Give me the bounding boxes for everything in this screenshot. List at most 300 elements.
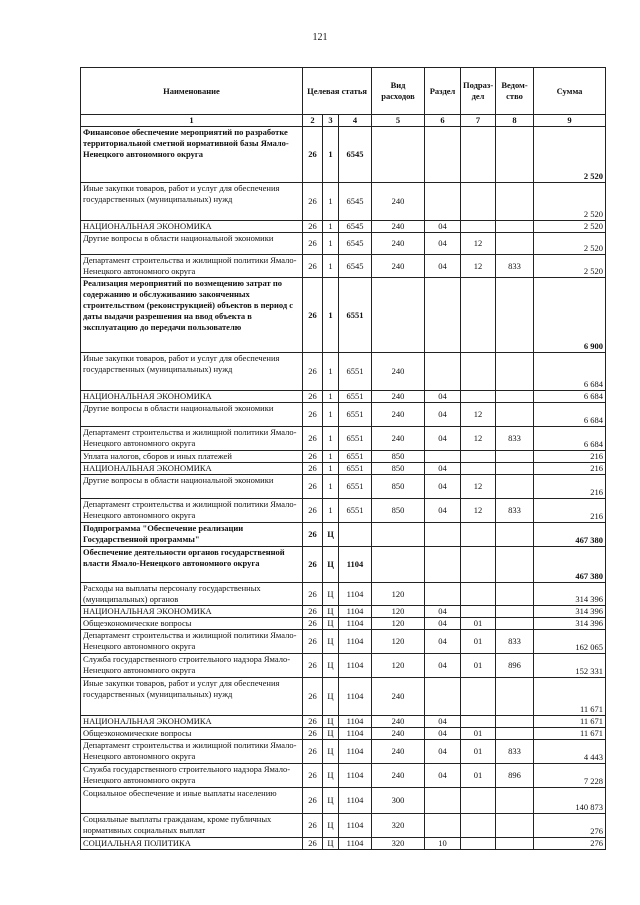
section: 04: [425, 740, 461, 764]
target-part-b: Ц: [323, 547, 339, 583]
subsection: 01: [461, 618, 496, 630]
subsection: [461, 788, 496, 814]
section: [425, 183, 461, 221]
section: 04: [425, 764, 461, 788]
section: [425, 814, 461, 838]
amount: 2 520: [534, 233, 606, 255]
amount: 467 380: [534, 547, 606, 583]
target-part-b: Ц: [323, 583, 339, 606]
expense-type: 850: [372, 499, 425, 523]
section: 04: [425, 391, 461, 403]
header-podrazdel: Подраз-дел: [461, 68, 496, 115]
table-row: [81, 403, 606, 427]
amount: 6 900: [534, 278, 606, 353]
expense-type: 850: [372, 463, 425, 475]
column-number: 6: [425, 115, 461, 127]
row-name: Другие вопросы в области национальной экономики: [81, 475, 303, 499]
department-code: [496, 221, 534, 233]
target-part-b: Ц: [323, 618, 339, 630]
row-name: НАЦИОНАЛЬНАЯ ЭКОНОМИКА: [81, 221, 303, 233]
table-row: [81, 654, 606, 678]
section: 04: [425, 606, 461, 618]
target-part-a: 26: [303, 788, 323, 814]
target-part-a: 26: [303, 728, 323, 740]
target-part-c: 6551: [339, 427, 372, 451]
row-name: Подпрограмма "Обеспечение реализации Государственной программы": [81, 523, 303, 547]
column-number: 7: [461, 115, 496, 127]
section: [425, 583, 461, 606]
expense-type: [372, 547, 425, 583]
department-code: [496, 475, 534, 499]
expense-type: 120: [372, 618, 425, 630]
subsection: [461, 716, 496, 728]
table-row: [81, 678, 606, 716]
section: 04: [425, 427, 461, 451]
subsection: [461, 278, 496, 353]
amount: 11 671: [534, 678, 606, 716]
amount: 6 684: [534, 353, 606, 391]
expense-type: 850: [372, 475, 425, 499]
section: 04: [425, 654, 461, 678]
target-part-c: 1104: [339, 618, 372, 630]
table-row: [81, 630, 606, 654]
row-name: Уплата налогов, сборов и иных платежей: [81, 451, 303, 463]
target-part-b: 1: [323, 183, 339, 221]
target-part-b: Ц: [323, 764, 339, 788]
target-part-b: Ц: [323, 838, 339, 850]
table-row: [81, 716, 606, 728]
department-code: [496, 728, 534, 740]
target-part-b: 1: [323, 403, 339, 427]
target-part-b: Ц: [323, 740, 339, 764]
section: [425, 523, 461, 547]
subsection: 01: [461, 630, 496, 654]
target-part-c: 6545: [339, 127, 372, 183]
subsection: 12: [461, 403, 496, 427]
subsection: 01: [461, 764, 496, 788]
subsection: [461, 838, 496, 850]
amount: 152 331: [534, 654, 606, 678]
table-row: [81, 583, 606, 606]
target-part-a: 26: [303, 618, 323, 630]
expense-type: 240: [372, 353, 425, 391]
expense-type: [372, 523, 425, 547]
department-code: [496, 403, 534, 427]
amount: 140 873: [534, 788, 606, 814]
department-code: [496, 233, 534, 255]
target-part-a: 26: [303, 499, 323, 523]
target-part-c: 1104: [339, 583, 372, 606]
target-part-c: 6551: [339, 353, 372, 391]
row-name: Финансовое обеспечение мероприятий по разработке территориальной сметной нормативной базы Ямало-Ненецкого автономного округа: [81, 127, 303, 183]
subsection: 12: [461, 255, 496, 278]
target-part-a: 26: [303, 678, 323, 716]
column-number-row: [81, 115, 606, 127]
table-row: [81, 499, 606, 523]
target-part-c: 6551: [339, 403, 372, 427]
expense-type: 300: [372, 788, 425, 814]
table-row: [81, 278, 606, 353]
amount: 216: [534, 475, 606, 499]
amount: 7 228: [534, 764, 606, 788]
row-name: Иные закупки товаров, работ и услуг для обеспечения государственных (муниципальных) нужд: [81, 353, 303, 391]
expense-type: 120: [372, 606, 425, 618]
table-row: [81, 353, 606, 391]
target-part-a: 26: [303, 463, 323, 475]
department-code: 896: [496, 764, 534, 788]
section: [425, 278, 461, 353]
row-name: Социальное обеспечение и иные выплаты населению: [81, 788, 303, 814]
subsection: [461, 814, 496, 838]
table-row: [81, 463, 606, 475]
department-code: [496, 127, 534, 183]
target-part-a: 26: [303, 606, 323, 618]
target-part-a: 26: [303, 838, 323, 850]
table-row: [81, 764, 606, 788]
target-part-a: 26: [303, 233, 323, 255]
target-part-c: 1104: [339, 728, 372, 740]
subsection: [461, 221, 496, 233]
target-part-a: 26: [303, 353, 323, 391]
expense-type: 120: [372, 630, 425, 654]
department-code: [496, 606, 534, 618]
section: [425, 788, 461, 814]
target-part-c: 1104: [339, 547, 372, 583]
table-row: [81, 740, 606, 764]
section: [425, 353, 461, 391]
section: 04: [425, 221, 461, 233]
department-code: [496, 183, 534, 221]
department-code: [496, 523, 534, 547]
target-part-a: 26: [303, 451, 323, 463]
target-part-b: 1: [323, 233, 339, 255]
subsection: [461, 463, 496, 475]
section: [425, 678, 461, 716]
amount: 162 065: [534, 630, 606, 654]
row-name: Департамент строительства и жилищной политики Ямало-Ненецкого автономного округа: [81, 427, 303, 451]
expense-type: 120: [372, 654, 425, 678]
row-name: Другие вопросы в области национальной экономики: [81, 403, 303, 427]
amount: 216: [534, 451, 606, 463]
column-number: 3: [323, 115, 339, 127]
amount: 6 684: [534, 391, 606, 403]
header-summa: Сумма: [534, 68, 606, 115]
subsection: 12: [461, 233, 496, 255]
target-part-a: 26: [303, 583, 323, 606]
target-part-a: 26: [303, 255, 323, 278]
section: 04: [425, 233, 461, 255]
header-vedomstvo: Ведом-ство: [496, 68, 534, 115]
expense-type: 240: [372, 740, 425, 764]
amount: 4 443: [534, 740, 606, 764]
target-part-a: 26: [303, 221, 323, 233]
expense-type: 240: [372, 728, 425, 740]
budget-table: [80, 67, 606, 850]
target-part-c: 6551: [339, 278, 372, 353]
department-code: 833: [496, 740, 534, 764]
section: 10: [425, 838, 461, 850]
target-part-a: 26: [303, 278, 323, 353]
column-number: 2: [303, 115, 323, 127]
target-part-b: 1: [323, 221, 339, 233]
target-part-c: 6551: [339, 391, 372, 403]
target-part-c: 1104: [339, 764, 372, 788]
row-name: Департамент строительства и жилищной политики Ямало-Ненецкого автономного округа: [81, 630, 303, 654]
row-name: НАЦИОНАЛЬНАЯ ЭКОНОМИКА: [81, 606, 303, 618]
target-part-c: 1104: [339, 654, 372, 678]
subsection: [461, 547, 496, 583]
section: 04: [425, 716, 461, 728]
target-part-b: 1: [323, 475, 339, 499]
department-code: [496, 278, 534, 353]
table-row: [81, 391, 606, 403]
amount: 11 671: [534, 716, 606, 728]
target-part-b: Ц: [323, 728, 339, 740]
subsection: [461, 523, 496, 547]
target-part-a: 26: [303, 523, 323, 547]
target-part-b: Ц: [323, 678, 339, 716]
section: 04: [425, 463, 461, 475]
target-part-b: Ц: [323, 606, 339, 618]
target-part-b: 1: [323, 255, 339, 278]
expense-type: 240: [372, 233, 425, 255]
row-name: Департамент строительства и жилищной политики Ямало-Ненецкого автономного округа: [81, 255, 303, 278]
table-row: [81, 523, 606, 547]
target-part-b: Ц: [323, 654, 339, 678]
subsection: [461, 583, 496, 606]
subsection: [461, 183, 496, 221]
section: 04: [425, 403, 461, 427]
expense-type: 850: [372, 451, 425, 463]
target-part-a: 26: [303, 127, 323, 183]
section: 04: [425, 255, 461, 278]
subsection: [461, 391, 496, 403]
header-razdel: Раздел: [425, 68, 461, 115]
target-part-b: Ц: [323, 716, 339, 728]
expense-type: 240: [372, 403, 425, 427]
expense-type: [372, 278, 425, 353]
target-part-c: 1104: [339, 606, 372, 618]
expense-type: 240: [372, 221, 425, 233]
target-part-b: 1: [323, 463, 339, 475]
section: 04: [425, 499, 461, 523]
row-name: Социальные выплаты гражданам, кроме публичных нормативных социальных выплат: [81, 814, 303, 838]
department-code: 833: [496, 630, 534, 654]
target-part-b: Ц: [323, 788, 339, 814]
amount: 276: [534, 814, 606, 838]
row-name: Департамент строительства и жилищной политики Ямало-Ненецкого автономного округа: [81, 499, 303, 523]
department-code: [496, 838, 534, 850]
row-name: Обеспечение деятельности органов государственной власти Ямало-Ненецкого автономного округа: [81, 547, 303, 583]
section: 04: [425, 475, 461, 499]
row-name: Служба государственного строительного надзора Ямало-Ненецкого автономного округа: [81, 764, 303, 788]
target-part-a: 26: [303, 427, 323, 451]
amount: 2 520: [534, 221, 606, 233]
row-name: Общеэкономические вопросы: [81, 618, 303, 630]
target-part-c: 6545: [339, 221, 372, 233]
section: 04: [425, 618, 461, 630]
row-name: Иные закупки товаров, работ и услуг для обеспечения государственных (муниципальных) нужд: [81, 183, 303, 221]
row-name: Реализация мероприятий по возмещению затрат по содержанию и обслуживанию законченных строительством (реконструкцией) объектов в период с даты выдачи разрешения на ввод объекта в эксплуатацию до передачи пользователю: [81, 278, 303, 353]
target-part-c: 6545: [339, 233, 372, 255]
department-code: [496, 451, 534, 463]
expense-type: 240: [372, 764, 425, 788]
table-row: [81, 814, 606, 838]
table-row: [81, 233, 606, 255]
expense-type: 240: [372, 391, 425, 403]
target-part-c: 6551: [339, 463, 372, 475]
expense-type: [372, 127, 425, 183]
target-part-b: 1: [323, 353, 339, 391]
table-row: [81, 838, 606, 850]
target-part-c: 6551: [339, 451, 372, 463]
table-row: [81, 547, 606, 583]
target-part-b: Ц: [323, 523, 339, 547]
column-number: 5: [372, 115, 425, 127]
department-code: [496, 463, 534, 475]
amount: 216: [534, 463, 606, 475]
column-number: 9: [534, 115, 606, 127]
section: 04: [425, 728, 461, 740]
amount: 314 396: [534, 583, 606, 606]
target-part-c: 1104: [339, 814, 372, 838]
subsection: 12: [461, 475, 496, 499]
target-part-a: 26: [303, 814, 323, 838]
subsection: 01: [461, 728, 496, 740]
expense-type: 120: [372, 583, 425, 606]
header-target: Целевая статья: [303, 68, 372, 115]
target-part-c: 1104: [339, 678, 372, 716]
subsection: 01: [461, 654, 496, 678]
subsection: [461, 678, 496, 716]
row-name: Иные закупки товаров, работ и услуг для обеспечения государственных (муниципальных) нужд: [81, 678, 303, 716]
department-code: [496, 391, 534, 403]
expense-type: 240: [372, 183, 425, 221]
subsection: [461, 353, 496, 391]
target-part-c: 1104: [339, 630, 372, 654]
column-number: 1: [81, 115, 303, 127]
row-name: НАЦИОНАЛЬНАЯ ЭКОНОМИКА: [81, 463, 303, 475]
department-code: [496, 678, 534, 716]
target-part-c: 1104: [339, 788, 372, 814]
target-part-c: 1104: [339, 740, 372, 764]
expense-type: 320: [372, 838, 425, 850]
target-part-a: 26: [303, 183, 323, 221]
target-part-a: 26: [303, 654, 323, 678]
table-row: [81, 221, 606, 233]
column-number: 4: [339, 115, 372, 127]
amount: 6 684: [534, 427, 606, 451]
target-part-b: 1: [323, 427, 339, 451]
amount: 216: [534, 499, 606, 523]
page-number: 121: [312, 32, 328, 43]
expense-type: 240: [372, 255, 425, 278]
row-name: Другие вопросы в области национальной экономики: [81, 233, 303, 255]
target-part-c: 6545: [339, 183, 372, 221]
target-part-a: 26: [303, 764, 323, 788]
department-code: [496, 583, 534, 606]
amount: 314 396: [534, 606, 606, 618]
section: [425, 451, 461, 463]
row-name: СОЦИАЛЬНАЯ ПОЛИТИКА: [81, 838, 303, 850]
amount: 2 520: [534, 255, 606, 278]
expense-type: 240: [372, 716, 425, 728]
row-name: НАЦИОНАЛЬНАЯ ЭКОНОМИКА: [81, 391, 303, 403]
table-row: [81, 618, 606, 630]
header-row: [81, 68, 606, 115]
amount: 276: [534, 838, 606, 850]
target-part-c: 1104: [339, 838, 372, 850]
target-part-b: Ц: [323, 814, 339, 838]
target-part-a: 26: [303, 403, 323, 427]
table-row: [81, 183, 606, 221]
target-part-b: 1: [323, 278, 339, 353]
table-row: [81, 475, 606, 499]
row-name: Общеэкономические вопросы: [81, 728, 303, 740]
target-part-c: 6551: [339, 475, 372, 499]
department-code: [496, 788, 534, 814]
amount: 2 520: [534, 183, 606, 221]
row-name: Служба государственного строительного надзора Ямало-Ненецкого автономного округа: [81, 654, 303, 678]
target-part-a: 26: [303, 716, 323, 728]
table-row: [81, 606, 606, 618]
row-name: Расходы на выплаты персоналу государственных (муниципальных) органов: [81, 583, 303, 606]
table-row: [81, 255, 606, 278]
section: [425, 547, 461, 583]
target-part-b: 1: [323, 499, 339, 523]
table-row: [81, 427, 606, 451]
department-code: [496, 814, 534, 838]
department-code: 833: [496, 255, 534, 278]
department-code: 833: [496, 499, 534, 523]
subsection: 12: [461, 499, 496, 523]
subsection: [461, 451, 496, 463]
row-name: Департамент строительства и жилищной политики Ямало-Ненецкого автономного округа: [81, 740, 303, 764]
row-name: НАЦИОНАЛЬНАЯ ЭКОНОМИКА: [81, 716, 303, 728]
department-code: [496, 618, 534, 630]
target-part-b: 1: [323, 451, 339, 463]
target-part-c: 1104: [339, 716, 372, 728]
amount: 314 396: [534, 618, 606, 630]
expense-type: 320: [372, 814, 425, 838]
section: [425, 127, 461, 183]
department-code: [496, 716, 534, 728]
target-part-b: 1: [323, 127, 339, 183]
department-code: [496, 353, 534, 391]
table-row: [81, 788, 606, 814]
table-row: [81, 451, 606, 463]
department-code: 833: [496, 427, 534, 451]
expense-type: 240: [372, 678, 425, 716]
amount: 2 520: [534, 127, 606, 183]
section: 04: [425, 630, 461, 654]
table-row: [81, 127, 606, 183]
subsection: [461, 606, 496, 618]
amount: 6 684: [534, 403, 606, 427]
target-part-a: 26: [303, 391, 323, 403]
subsection: 01: [461, 740, 496, 764]
target-part-a: 26: [303, 630, 323, 654]
amount: 11 671: [534, 728, 606, 740]
target-part-c: 6545: [339, 255, 372, 278]
department-code: [496, 547, 534, 583]
target-part-c: 6551: [339, 499, 372, 523]
target-part-b: 1: [323, 391, 339, 403]
amount: 467 380: [534, 523, 606, 547]
subsection: [461, 127, 496, 183]
header-name: Наименование: [81, 68, 303, 115]
target-part-b: Ц: [323, 630, 339, 654]
